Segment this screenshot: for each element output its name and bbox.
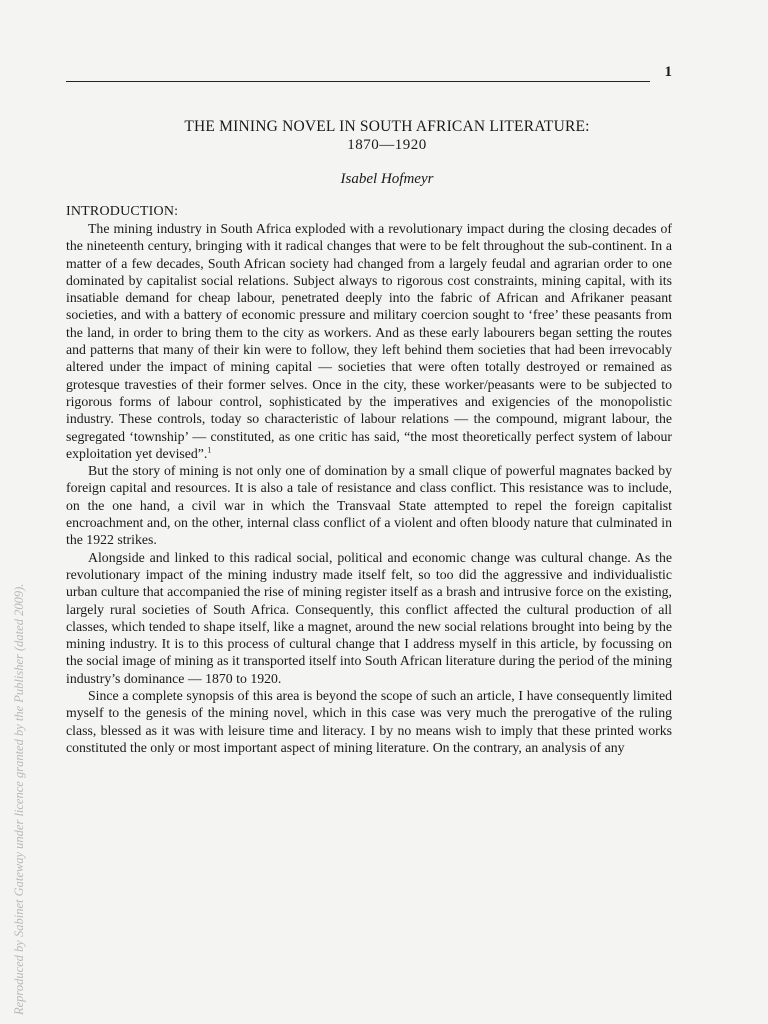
author-name: Isabel Hofmeyr xyxy=(340,171,434,187)
copyright-watermark: Reproduced by Sabinet Gateway under licence granted by the Publisher (dated 2009). xyxy=(12,583,26,1015)
paragraph: Alongside and linked to this radical social, political and economic change was cultural change. As the revolutionary impact of the mining industry made itself felt, so too did the aggressive and individualistic urban culture that accompanied the rise of mining register itself as a brash and intrusive force on the existing, largely rural societies of South Africa. Consequently, this conflict affected the cultural production of all classes, which tended to shape itself, like a magnet, around the new social relations brought into being by the mining industry. It is to this process of cultural change that I address myself in this article, by focussing on the social image of mining as it transported itself into South African literature during the period of the mining industry’s dominance — 1870 to 1920. xyxy=(66,549,672,686)
article-body xyxy=(66,220,672,756)
article-title: THE MINING NOVEL IN SOUTH AFRICAN LITERATURE: xyxy=(184,118,590,135)
footnote-marker[interactable]: 1 xyxy=(207,445,212,455)
section-heading: INTRODUCTION: xyxy=(66,204,179,219)
paragraph: Since a complete synopsis of this area is beyond the scope of such an article, I have consequently limited myself to the genesis of the mining novel, which in this case was very much the prerogative of the ruling class, blessed as it was with leisure time and literacy. I by no means wish to imply that these printed works constituted the only or most important aspect of mining literature. On the contrary, an analysis of any xyxy=(66,688,672,755)
paragraph xyxy=(66,220,672,462)
article-subtitle: 1870—1920 xyxy=(347,137,427,153)
header-rule xyxy=(66,81,650,82)
page-number: 1 xyxy=(664,64,672,80)
paragraph-text: The mining industry in South Africa exploded with a revolutionary impact during the closing decades of the nineteenth century, bringing with it radical changes that were to be felt throughout the sub-continent. In a matter of a few decades, South African society had changed from a largely feudal and agrarian order to one dominated by capitalist social relations. Subject always to rigorous cost constraints, mining capital, with its insatiable demand for cheap labour, penetrated deeply into the fabric of African and Afrikaner peasant societies, and with a battery of economic pressure and military coercion sought to ‘free’ these peasants from the land, in order to bring them to the city as workers. And as these early labourers began setting the routes and patterns that many of their kin were to follow, they left behind them societies that had been irrevocably altered under the impact of mining capital — societies that were often totally destroyed or remained as grotesque travesties of their former selves. Once in the city, these worker/peasants were to be subjected to rigorous forms of labour control, sophisticated by the imperatives and exigencies of the monopolistic industry. These controls, today so characteristic of labour relations — the compound, migrant labour, the segregated ‘township’ — constituted, as one critic has said, “the most theoretically perfect system of labour exploitation yet devised”. xyxy=(66,221,672,461)
paragraph: But the story of mining is not only one of domination by a small clique of powerful magnates backed by foreign capital and resources. It is also a tale of resistance and class conflict. This resistance was to include, on the one hand, a civil war in which the Transvaal State attempted to repel the foreign capitalist encroachment and, on the other, internal class conflict of a violent and often bloody nature that culminated in the 1922 strikes. xyxy=(66,463,672,548)
